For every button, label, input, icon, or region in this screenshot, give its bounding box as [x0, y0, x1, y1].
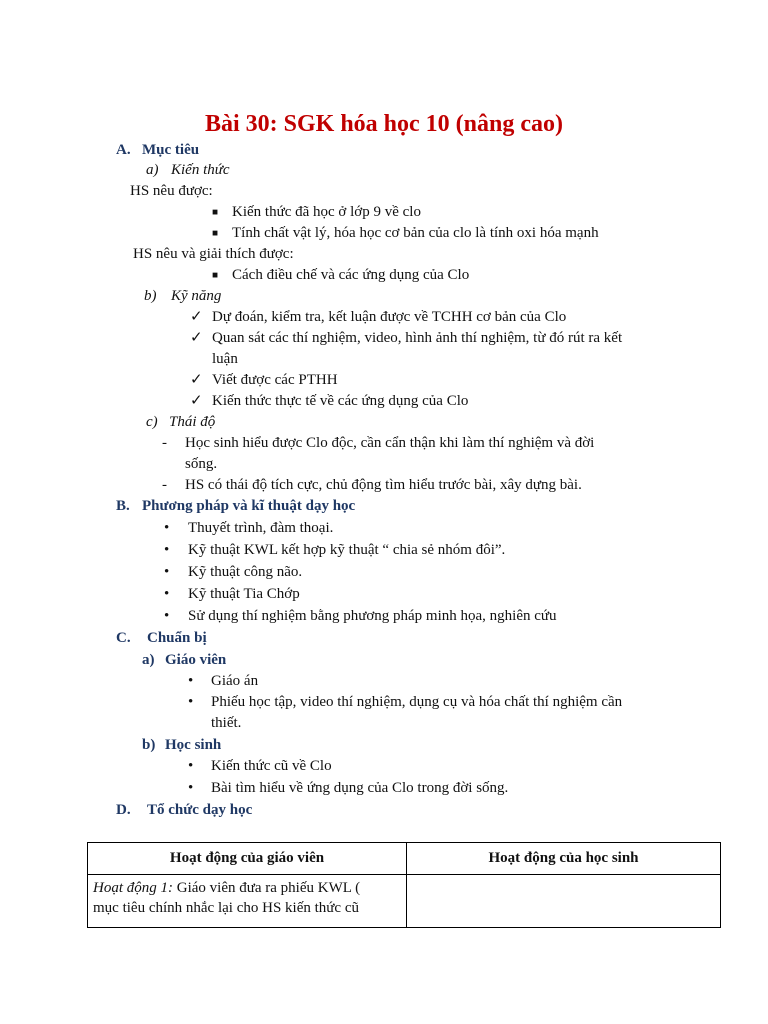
dot-icon: •	[188, 673, 194, 689]
subsection-c-label: Thái độ	[169, 414, 216, 430]
dot-icon: •	[164, 564, 170, 580]
subsection-a-label: Kiến thức	[171, 162, 230, 178]
section-a-marker: A.	[116, 142, 131, 158]
dot-icon: •	[164, 520, 170, 536]
list-item: Kiến thức cũ về Clo	[211, 758, 332, 774]
intro-text: HS nêu và giải thích được:	[133, 246, 294, 262]
section-c-marker: C.	[116, 630, 131, 646]
list-item: Kiến thức thực tế về các ứng dụng của Clo	[212, 393, 469, 409]
dot-icon: •	[164, 586, 170, 602]
table-header-student: Hoạt động của học sinh	[407, 843, 721, 875]
section-a-heading: Mục tiêu	[142, 142, 200, 158]
list-item: Kiến thức đã học ở lớp 9 về clo	[232, 204, 421, 220]
dot-icon: •	[188, 780, 194, 796]
dash-icon: -	[162, 477, 167, 493]
list-item: HS có thái độ tích cực, chủ động tìm hiểu trước bài, xây dựng bài.	[185, 477, 582, 493]
subsection-a-label: Giáo viên	[165, 652, 227, 668]
check-icon: ✓	[190, 372, 203, 388]
square-bullet-icon: ■	[212, 228, 219, 239]
subsection-a-marker: a)	[142, 652, 155, 668]
activity-label: Hoạt động 1:	[93, 880, 173, 896]
check-icon: ✓	[190, 330, 203, 346]
section-d-heading: Tổ chức dạy học	[147, 802, 253, 818]
list-item: Kỹ thuật KWL kết hợp kỹ thuật “ chia sẻ nhóm đôi”.	[188, 542, 506, 558]
subsection-b-marker: b)	[144, 288, 157, 304]
subsection-b-label: Học sinh	[165, 737, 222, 753]
list-item: Kỹ thuật Tia Chớp	[188, 586, 300, 602]
dot-icon: •	[164, 608, 170, 624]
table-row	[88, 875, 721, 928]
list-item-continuation: thiết.	[211, 715, 242, 731]
check-icon: ✓	[190, 309, 203, 325]
list-item: Tính chất vật lý, hóa học cơ bản của clo là tính oxi hóa mạnh	[232, 225, 599, 241]
table-cell-student	[407, 875, 721, 928]
list-item: Phiếu học tập, video thí nghiệm, dụng cụ và hóa chất thí nghiệm cần	[211, 694, 623, 710]
list-item-continuation: sống.	[185, 456, 218, 472]
list-item: Quan sát các thí nghiệm, video, hình ảnh thí nghiệm, từ đó rút ra kết	[212, 330, 623, 346]
square-bullet-icon: ■	[212, 207, 219, 218]
table-header-row	[88, 843, 721, 875]
section-c-heading: Chuẩn bị	[147, 630, 207, 646]
list-item: Giáo án	[211, 673, 259, 689]
table-header-teacher: Hoạt động của giáo viên	[88, 843, 407, 875]
section-b-heading: Phương pháp và kĩ thuật dạy học	[142, 498, 356, 514]
dot-icon: •	[164, 542, 170, 558]
dash-icon: -	[162, 435, 167, 451]
page-title: Bài 30: SGK hóa học 10 (nâng cao)	[204, 111, 564, 137]
list-item: Viết được các PTHH	[212, 372, 338, 388]
list-item: Học sinh hiểu được Clo độc, cần cẩn thận khi làm thí nghiệm và đời	[185, 435, 595, 451]
subsection-a-marker: a)	[146, 162, 159, 178]
list-item: Cách điều chế và các ứng dụng của Clo	[232, 267, 470, 283]
activity-text: Giáo viên đưa ra phiếu KWL (	[173, 880, 361, 896]
dot-icon: •	[188, 694, 194, 710]
list-item-continuation: luận	[212, 351, 238, 367]
list-item: Kỹ thuật công não.	[188, 564, 303, 580]
lesson-plan-table	[87, 842, 721, 928]
square-bullet-icon: ■	[212, 270, 219, 281]
subsection-b-label: Kỹ năng	[171, 288, 222, 304]
check-icon: ✓	[190, 393, 203, 409]
subsection-c-marker: c)	[146, 414, 158, 430]
list-item: Sử dụng thí nghiệm bằng phương pháp minh họa, nghiên cứu	[188, 608, 557, 624]
dot-icon: •	[188, 758, 194, 774]
subsection-b-marker: b)	[142, 737, 156, 753]
list-item: Dự đoán, kiểm tra, kết luận được về TCHH cơ bản của Clo	[212, 309, 567, 325]
intro-text: HS nêu được:	[130, 183, 213, 199]
section-d-marker: D.	[116, 802, 131, 818]
list-item: Bài tìm hiểu về ứng dụng của Clo trong đời sống.	[211, 780, 509, 796]
section-b-marker: B.	[116, 498, 130, 514]
table-cell-teacher	[88, 875, 407, 928]
list-item: Thuyết trình, đàm thoại.	[188, 520, 334, 536]
activity-text-continuation: mục tiêu chính nhắc lại cho HS kiến thức cũ	[93, 900, 359, 916]
